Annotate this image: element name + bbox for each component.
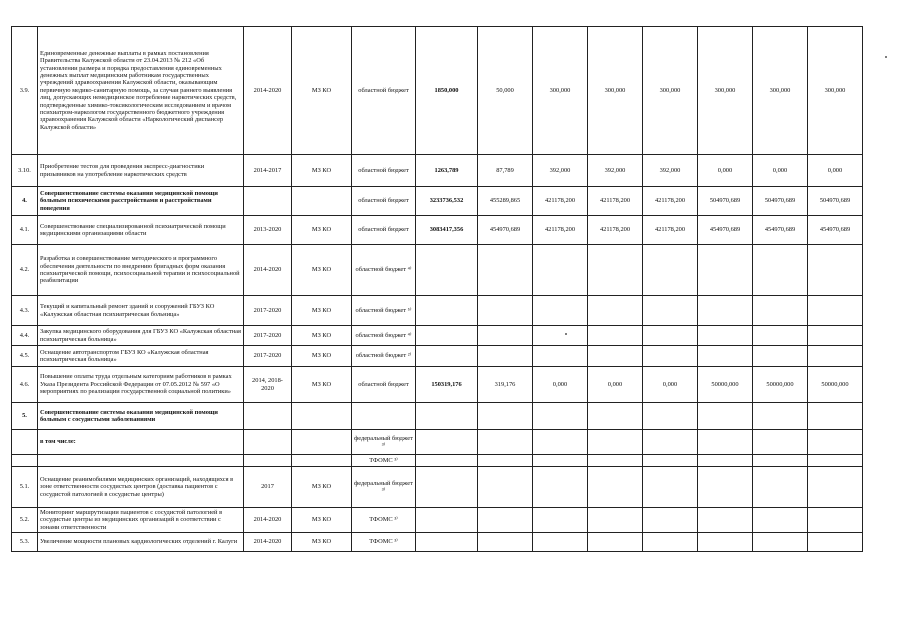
item-number — [12, 455, 38, 467]
item-year-value — [753, 346, 808, 367]
item-year-value — [588, 403, 643, 430]
item-executor: МЗ КО — [292, 245, 352, 296]
item-name: Повышение оплаты труда отдельным категориям работников в рамках Указа Президента Российской Федерации от 07.05.2012 № 597 «О мероприятиях по реализации государственной социальной политики» — [38, 367, 244, 403]
item-year-value — [698, 245, 753, 296]
item-period: 2014-2020 — [244, 533, 292, 552]
item-year-value — [588, 533, 643, 552]
item-funding-source: ТФОМС ³⁾ — [352, 455, 416, 467]
item-number — [12, 430, 38, 455]
item-funding-source: федеральный бюджет ³⁾ — [352, 467, 416, 508]
item-number: 5.1. — [12, 467, 38, 508]
item-year-value: 50,000 — [478, 27, 533, 155]
item-number: 4. — [12, 187, 38, 216]
item-year-value — [588, 430, 643, 455]
item-name: Разработка и совершенствование методического и программного обеспечения деятельности по внедрению бригадных форм оказания психиатрической помощи, психосоциальной терапии и психосоциальной реабилитации — [38, 245, 244, 296]
item-year-value — [478, 430, 533, 455]
item-number: 5. — [12, 403, 38, 430]
item-year-value — [478, 467, 533, 508]
item-period: 2014-2020 — [244, 27, 292, 155]
item-year-value: 0,000 — [588, 367, 643, 403]
item-year-value — [588, 296, 643, 326]
table-row — [12, 467, 863, 508]
item-funding-source: областной бюджет — [352, 27, 416, 155]
item-name: Единовременные денежные выплаты в рамках постановления Правительства Калужской области от 23.04.2013 № 212 «Об установлении размера и порядка предоставления единовременных денежных выплат медицинским работникам государственных учреждений здравоохранения Калужской области, оказывающим первичную медико-санитарную помощь, за случаи раннего выявления лиц, допускающих немедицинское потребление наркотических средств, подтвержденные химико-токсикологическим исследованием и врачом психиатром-наркологом государственного бюджетного учреждения здравоохранения Калужской области «Наркологический диспансер Калужской области» — [38, 27, 244, 155]
item-year-value — [808, 245, 863, 296]
item-number: 3.9. — [12, 27, 38, 155]
item-name: Оснащение реанимобилями медицинских организаций, находящихся в зоне ответственности сосудистых центров (доставка пациентов с сосудистой патологией в сосудистые центры) — [38, 467, 244, 508]
item-funding-source: областной бюджет — [352, 367, 416, 403]
item-total — [416, 346, 478, 367]
item-year-value: 421178,200 — [643, 187, 698, 216]
item-year-value — [753, 467, 808, 508]
item-name: в том числе: — [38, 430, 244, 455]
table-row — [12, 430, 863, 455]
item-name: Мониторинг маршрутизации пациентов с сосудистой патологией в сосудистые центры из медицинских организаций в соответствии с зонами ответственности — [38, 508, 244, 533]
item-funding-source: ТФОМС ³⁾ — [352, 508, 416, 533]
item-year-value — [698, 346, 753, 367]
item-executor — [292, 430, 352, 455]
scan-speck — [885, 56, 887, 58]
item-period: 2017-2020 — [244, 346, 292, 367]
table-row — [12, 326, 863, 346]
item-number: 4.6. — [12, 367, 38, 403]
item-year-value — [588, 245, 643, 296]
item-year-value — [533, 533, 588, 552]
item-year-value — [533, 430, 588, 455]
item-total — [416, 533, 478, 552]
item-executor: МЗ КО — [292, 27, 352, 155]
item-year-value — [588, 455, 643, 467]
item-year-value: 454970,689 — [478, 216, 533, 245]
item-funding-source: ТФОМС ³⁾ — [352, 533, 416, 552]
item-year-value — [478, 245, 533, 296]
item-year-value — [643, 346, 698, 367]
item-total: 3083417,356 — [416, 216, 478, 245]
item-year-value: 50000,000 — [808, 367, 863, 403]
item-year-value — [698, 296, 753, 326]
item-year-value: 454970,689 — [698, 216, 753, 245]
item-executor: МЗ КО — [292, 216, 352, 245]
item-total: 3233736,532 — [416, 187, 478, 216]
item-year-value — [478, 455, 533, 467]
item-year-value — [698, 533, 753, 552]
item-number: 4.1. — [12, 216, 38, 245]
item-funding-source: областной бюджет — [352, 216, 416, 245]
item-executor: МЗ КО — [292, 296, 352, 326]
item-year-value — [753, 533, 808, 552]
item-year-value: 300,000 — [643, 27, 698, 155]
item-period — [244, 403, 292, 430]
table-row — [12, 187, 863, 216]
table-row — [12, 245, 863, 296]
table-row — [12, 346, 863, 367]
item-executor — [292, 455, 352, 467]
item-executor: МЗ КО — [292, 155, 352, 187]
item-year-value — [753, 326, 808, 346]
item-year-value — [533, 403, 588, 430]
item-name: Приобретение тестов для проведения экспресс-диагностики призывников на употребление наркотических средств — [38, 155, 244, 187]
item-total — [416, 403, 478, 430]
table-row — [12, 296, 863, 326]
item-year-value — [478, 346, 533, 367]
item-year-value: 454970,689 — [808, 216, 863, 245]
item-year-value — [753, 430, 808, 455]
item-year-value — [643, 403, 698, 430]
item-executor — [292, 403, 352, 430]
item-year-value — [753, 455, 808, 467]
item-funding-source — [352, 403, 416, 430]
item-year-value — [808, 403, 863, 430]
item-year-value — [753, 508, 808, 533]
item-year-value — [808, 508, 863, 533]
item-period — [244, 455, 292, 467]
item-year-value — [808, 346, 863, 367]
budget-table — [11, 26, 863, 552]
item-year-value: 300,000 — [588, 27, 643, 155]
item-year-value — [808, 430, 863, 455]
item-year-value — [808, 296, 863, 326]
item-period — [244, 430, 292, 455]
item-year-value: 504970,689 — [698, 187, 753, 216]
item-year-value: 504970,689 — [808, 187, 863, 216]
item-executor: МЗ КО — [292, 533, 352, 552]
item-period: 2017 — [244, 467, 292, 508]
item-year-value: 0,000 — [753, 155, 808, 187]
item-executor: МЗ КО — [292, 326, 352, 346]
item-name — [38, 455, 244, 467]
item-year-value: 0,000 — [698, 155, 753, 187]
item-year-value — [808, 455, 863, 467]
item-year-value: 392,000 — [643, 155, 698, 187]
item-executor: МЗ КО — [292, 346, 352, 367]
item-funding-source: областной бюджет ²⁾ — [352, 346, 416, 367]
item-year-value — [533, 508, 588, 533]
item-year-value — [643, 326, 698, 346]
item-year-value — [478, 533, 533, 552]
item-year-value: 0,000 — [643, 367, 698, 403]
item-total: 1850,000 — [416, 27, 478, 155]
table-row — [12, 533, 863, 552]
item-year-value: 300,000 — [533, 27, 588, 155]
item-year-value: 50000,000 — [753, 367, 808, 403]
item-executor: МЗ КО — [292, 467, 352, 508]
item-year-value — [698, 430, 753, 455]
item-executor: МЗ КО — [292, 367, 352, 403]
item-number: 4.2. — [12, 245, 38, 296]
item-year-value: 421178,200 — [588, 187, 643, 216]
table-row — [12, 508, 863, 533]
item-year-value: 421178,200 — [533, 216, 588, 245]
item-year-value — [478, 508, 533, 533]
item-year-value — [533, 245, 588, 296]
item-period: 2014, 2018-2020 — [244, 367, 292, 403]
item-year-value: 455289,865 — [478, 187, 533, 216]
item-year-value — [643, 508, 698, 533]
table-row — [12, 367, 863, 403]
item-name: Оснащение автотранспортом ГБУЗ КО «Калужская областная психиатрическая больница» — [38, 346, 244, 367]
table-row — [12, 155, 863, 187]
item-year-value — [588, 346, 643, 367]
item-year-value — [698, 455, 753, 467]
item-year-value — [643, 455, 698, 467]
item-year-value — [643, 430, 698, 455]
item-period: 2014-2017 — [244, 155, 292, 187]
item-funding-source: областной бюджет ⁴⁾ — [352, 245, 416, 296]
item-name: Закупка медицинского оборудования для ГБУЗ КО «Калужская областная психиатрическая больница» — [38, 326, 244, 346]
item-year-value — [478, 403, 533, 430]
item-period — [244, 187, 292, 216]
item-year-value: 421178,200 — [533, 187, 588, 216]
item-year-value — [808, 533, 863, 552]
item-year-value — [643, 245, 698, 296]
item-year-value — [643, 467, 698, 508]
item-number: 4.5. — [12, 346, 38, 367]
item-year-value: 421178,200 — [643, 216, 698, 245]
item-year-value — [478, 296, 533, 326]
item-year-value: 300,000 — [808, 27, 863, 155]
item-year-value — [533, 296, 588, 326]
item-period: 2013-2020 — [244, 216, 292, 245]
item-total — [416, 508, 478, 533]
table-row — [12, 27, 863, 155]
item-total — [416, 296, 478, 326]
item-year-value: 0,000 — [533, 367, 588, 403]
item-year-value — [753, 296, 808, 326]
item-number: 4.4. — [12, 326, 38, 346]
item-year-value: 392,000 — [533, 155, 588, 187]
item-year-value — [698, 326, 753, 346]
item-year-value: 319,176 — [478, 367, 533, 403]
item-year-value — [533, 467, 588, 508]
item-name: Совершенствование системы оказания медицинской помощи больным психическими расстройствами и расстройствами поведения — [38, 187, 244, 216]
item-year-value — [643, 533, 698, 552]
item-funding-source: областной бюджет ⁵⁾ — [352, 296, 416, 326]
item-year-value — [753, 403, 808, 430]
table-row — [12, 216, 863, 245]
item-year-value: 421178,200 — [588, 216, 643, 245]
item-year-value: 300,000 — [698, 27, 753, 155]
item-year-value: 0,000 — [808, 155, 863, 187]
item-total — [416, 455, 478, 467]
item-total — [416, 467, 478, 508]
item-funding-source: федеральный бюджет ³⁾ — [352, 430, 416, 455]
item-number: 5.3. — [12, 533, 38, 552]
item-executor — [292, 187, 352, 216]
item-year-value — [808, 467, 863, 508]
item-name: Совершенствование специализированной психиатрической помощи медицинскими организациями области — [38, 216, 244, 245]
item-period: 2017-2020 — [244, 326, 292, 346]
item-year-value — [808, 326, 863, 346]
table-row — [12, 403, 863, 430]
item-funding-source: областной бюджет — [352, 187, 416, 216]
item-name: Совершенствование системы оказания медицинской помощи больным с сосудистыми заболеваниями — [38, 403, 244, 430]
item-total — [416, 245, 478, 296]
item-year-value: 454970,689 — [753, 216, 808, 245]
item-total — [416, 326, 478, 346]
item-executor: МЗ КО — [292, 508, 352, 533]
item-year-value: 50000,000 — [698, 367, 753, 403]
item-year-value — [588, 326, 643, 346]
item-number: 5.2. — [12, 508, 38, 533]
item-year-value — [533, 346, 588, 367]
item-year-value — [478, 326, 533, 346]
item-year-value: 87,789 — [478, 155, 533, 187]
item-number: 4.3. — [12, 296, 38, 326]
item-total: 150319,176 — [416, 367, 478, 403]
item-year-value — [698, 467, 753, 508]
item-total — [416, 430, 478, 455]
item-year-value — [698, 403, 753, 430]
item-name: Увеличение мощности плановых кардиологических отделений г. Калуги — [38, 533, 244, 552]
item-year-value: 392,000 — [588, 155, 643, 187]
item-year-value — [643, 296, 698, 326]
item-total: 1263,789 — [416, 155, 478, 187]
item-year-value: 300,000 — [753, 27, 808, 155]
item-period: 2017-2020 — [244, 296, 292, 326]
item-funding-source: областной бюджет ⁴⁾ — [352, 326, 416, 346]
budget-table-body — [12, 27, 863, 552]
item-period: 2014-2020 — [244, 508, 292, 533]
item-year-value — [588, 467, 643, 508]
item-year-value — [533, 455, 588, 467]
item-name: Текущий и капитальный ремонт зданий и сооружений ГБУЗ КО «Калужская областная психиатрическая больница» — [38, 296, 244, 326]
item-number: 3.10. — [12, 155, 38, 187]
item-year-value — [588, 508, 643, 533]
item-funding-source: областной бюджет — [352, 155, 416, 187]
item-period: 2014-2020 — [244, 245, 292, 296]
item-year-value — [533, 326, 588, 346]
table-row — [12, 455, 863, 467]
scan-speck — [565, 333, 567, 335]
item-year-value — [698, 508, 753, 533]
item-year-value — [753, 245, 808, 296]
item-year-value: 504970,689 — [753, 187, 808, 216]
